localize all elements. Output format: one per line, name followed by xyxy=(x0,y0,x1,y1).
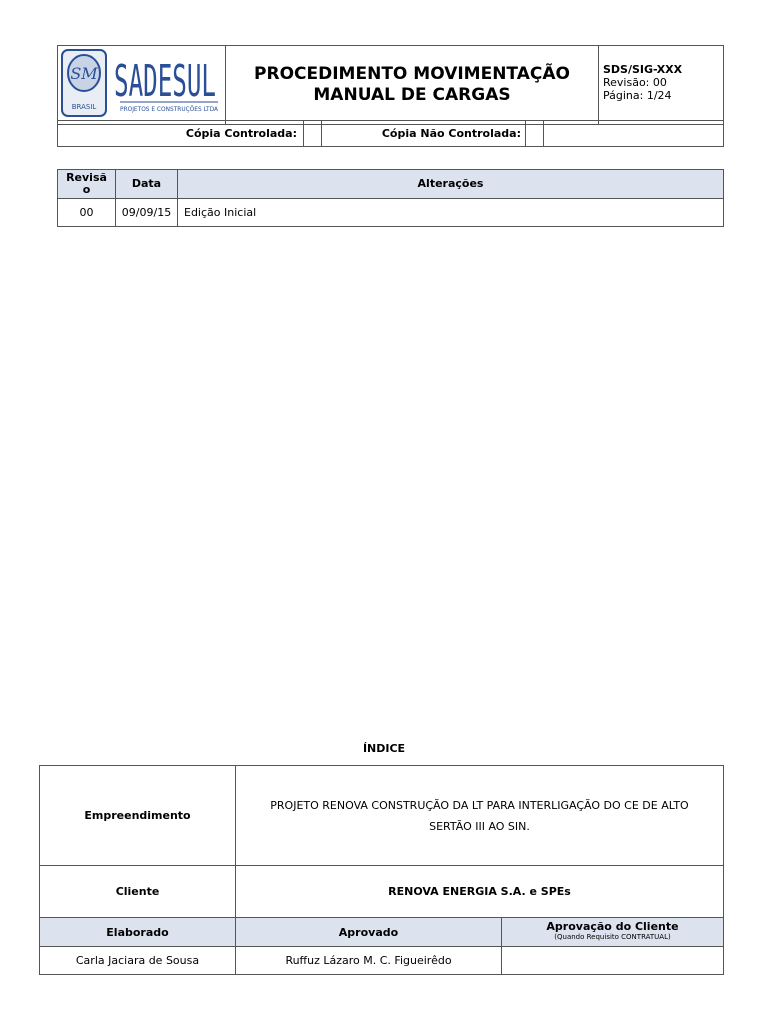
uncontrolled-copy-label: Cópia Não Controlada: xyxy=(322,121,526,147)
elaborado-value: Carla Jaciara de Sousa xyxy=(40,947,236,975)
cliente-value: RENOVA ENERGIA S.A. e SPEs xyxy=(236,866,724,918)
elaborado-label: Elaborado xyxy=(40,918,236,947)
uncontrolled-copy-checkbox[interactable] xyxy=(526,121,544,147)
col-header-changes: Alterações xyxy=(178,170,724,199)
company-logo xyxy=(58,46,226,125)
doc-page: Página: 1/24 xyxy=(603,89,672,102)
cliente-label: Cliente xyxy=(40,866,236,918)
table-row xyxy=(58,199,724,227)
doc-revision: Revisão: 00 xyxy=(603,76,667,89)
svg-text:BRASIL: BRASIL xyxy=(71,103,97,111)
controlled-copy-checkbox[interactable] xyxy=(304,121,322,147)
document-code-block xyxy=(599,46,724,125)
aprovacao-cliente-label: Aprovação do Cliente (Quando Requisito CONTRATUAL) xyxy=(502,918,724,947)
sadesul-logo-icon xyxy=(58,46,225,120)
revision-table xyxy=(57,169,724,227)
revision-cell: 00 xyxy=(58,199,116,227)
controlled-copy-label: Cópia Controlada: xyxy=(58,121,304,147)
col-header-date: Data xyxy=(116,170,178,199)
title-line-2: MANUAL DE CARGAS xyxy=(313,85,511,105)
doc-code: SDS/SIG-XXX xyxy=(603,63,683,76)
date-cell: 09/09/15 xyxy=(116,199,178,227)
copy-blank-cell xyxy=(544,121,724,147)
document-header xyxy=(57,45,724,125)
document-title xyxy=(226,46,599,125)
aprovado-label: Aprovado xyxy=(236,918,502,947)
svg-text:SM: SM xyxy=(70,64,98,83)
changes-cell: Edição Inicial xyxy=(178,199,724,227)
indice-title: ÍNDICE xyxy=(362,742,406,755)
aprovacao-cliente-value xyxy=(502,947,724,975)
svg-text:SADESUL: SADESUL xyxy=(114,56,216,107)
copy-control-row xyxy=(57,120,724,147)
title-line-1: PROCEDIMENTO MOVIMENTAÇÃO xyxy=(254,64,570,84)
aprovado-value: Ruffuz Lázaro M. C. Figueirêdo xyxy=(236,947,502,975)
svg-text:PROJETOS E CONSTRUÇÕES LTDA: PROJETOS E CONSTRUÇÕES LTDA xyxy=(120,106,219,113)
project-info-table xyxy=(39,765,724,975)
col-header-revision: Revisão xyxy=(58,170,116,199)
empreendimento-label: Empreendimento xyxy=(40,766,236,866)
empreendimento-value: PROJETO RENOVA CONSTRUÇÃO DA LT PARA INTERLIGAÇÃO DO CE DE ALTO SERTÃO III AO SIN. xyxy=(236,766,724,866)
